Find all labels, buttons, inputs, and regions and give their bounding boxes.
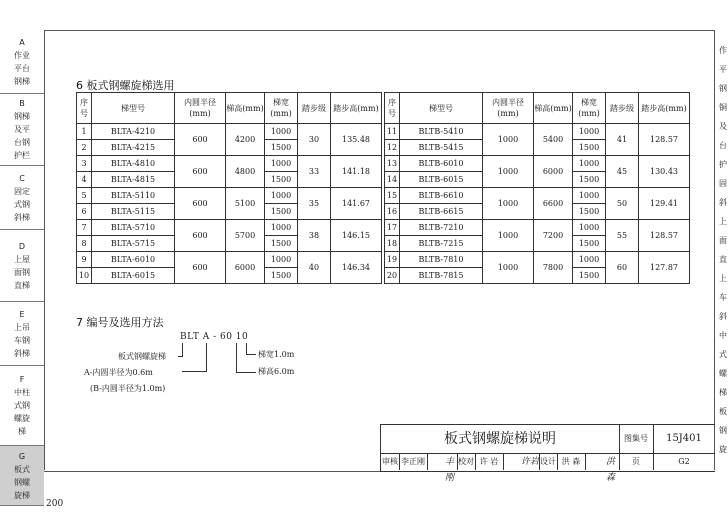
sidebar-chapter-g[interactable] — [0, 446, 44, 506]
steps-cell: 55 — [606, 220, 639, 252]
sidebar-chapter-a[interactable] — [0, 30, 44, 94]
sidebar-chapter-label: 上屋 — [14, 254, 30, 264]
step-height-cell: 129.41 — [639, 188, 690, 220]
row-no: 14 — [385, 172, 400, 188]
row-no: 5 — [77, 188, 92, 204]
model-cell: BLTB-6610 — [400, 188, 483, 204]
edge-glyph: 车 — [719, 293, 727, 302]
header-step-height: 踏步高(mm) — [331, 93, 382, 124]
model-cell: BLTA-5115 — [92, 204, 175, 220]
header-step-height-2: 踏步高(mm) — [639, 93, 690, 124]
drawing-title: 板式钢螺旋梯说明 — [381, 425, 620, 454]
row-no: 19 — [385, 252, 400, 268]
section7-title: 7 编号及选用方法 — [76, 316, 164, 329]
edge-glyph: 直 — [719, 255, 727, 264]
sidebar-chapter-c[interactable] — [0, 166, 44, 230]
model-cell: BLTB-6615 — [400, 204, 483, 220]
step-height-cell: 127.87 — [639, 252, 690, 284]
edge-glyph: 平 — [719, 65, 727, 74]
header-radius: 内圆半径(mm) — [175, 93, 226, 124]
sidebar-chapter-label: 式钢 — [14, 401, 30, 410]
sidebar-chapter-label: 作业 — [14, 50, 30, 60]
section6-title: 6 板式钢螺旋梯选用 — [76, 79, 175, 92]
row-no: 12 — [385, 140, 400, 156]
sidebar-chapter-label: 旋梯 — [14, 490, 30, 500]
chapter-sidebar — [0, 30, 45, 500]
height-cell: 6000 — [226, 252, 265, 284]
step-height-cell: 141.67 — [331, 188, 382, 220]
width-cell: 1000 — [265, 156, 298, 172]
row-no: 1 — [77, 124, 92, 140]
row-no: 18 — [385, 236, 400, 252]
selection-table — [76, 92, 690, 284]
row-no: 11 — [385, 124, 400, 140]
steps-cell: 41 — [606, 124, 639, 156]
sidebar-chapter-code: C — [19, 173, 25, 183]
table-row — [77, 204, 690, 220]
width-cell: 1000 — [265, 188, 298, 204]
sidebar-chapter-label: 梯 — [18, 427, 26, 436]
height-cell: 4800 — [226, 156, 265, 188]
sidebar-chapter-label: 台钢 — [14, 138, 30, 147]
code-example: BLT A - 60 10 — [180, 332, 249, 342]
leader-line — [178, 356, 183, 357]
steps-cell: 50 — [606, 188, 639, 220]
steps-cell: 30 — [298, 124, 331, 156]
row-no: 17 — [385, 220, 400, 236]
edge-glyph: 上 — [719, 217, 727, 226]
page-code: G2 — [678, 457, 690, 466]
width-cell: 1500 — [573, 268, 606, 284]
width-cell: 1000 — [573, 156, 606, 172]
width-cell: 1500 — [265, 236, 298, 252]
model-cell: BLTA-5110 — [92, 188, 175, 204]
edge-glyph: 斜 — [719, 312, 727, 321]
width-cell: 1500 — [265, 172, 298, 188]
label-width: 梯宽1.0m — [258, 350, 295, 359]
step-height-cell: 146.15 — [331, 220, 382, 252]
label-type: 板式钢螺旋梯 — [118, 352, 166, 361]
row-no: 8 — [77, 236, 92, 252]
model-cell: BLTB-7215 — [400, 236, 483, 252]
sidebar-chapter-label: 车钢 — [14, 335, 30, 345]
right-edge-strip — [714, 30, 728, 470]
step-height-cell: 128.57 — [639, 124, 690, 156]
width-cell: 1000 — [573, 220, 606, 236]
label-height: 梯高6.0m — [258, 367, 295, 376]
leader-line — [182, 343, 183, 357]
row-no: 10 — [77, 268, 92, 284]
sidebar-chapter-label: 斜梯 — [14, 212, 30, 222]
sidebar-chapter-label: 护栏 — [14, 151, 30, 160]
height-cell: 5400 — [534, 124, 573, 156]
edge-glyph: 台 — [719, 141, 727, 150]
header-steps: 踏步级 — [298, 93, 331, 124]
steps-cell: 60 — [606, 252, 639, 284]
step-height-cell: 146.34 — [331, 252, 382, 284]
review-signature: 丰刚 — [427, 454, 458, 470]
model-cell: BLTA-4810 — [92, 156, 175, 172]
table-row — [77, 124, 690, 140]
row-no: 15 — [385, 188, 400, 204]
radius-cell: 600 — [175, 220, 226, 252]
radius-cell: 1000 — [483, 252, 534, 284]
row-no: 20 — [385, 268, 400, 284]
radius-cell: 600 — [175, 156, 226, 188]
edge-glyph: 及 — [719, 122, 727, 131]
table-row — [77, 140, 690, 156]
row-no: 3 — [77, 156, 92, 172]
page-number: 200 — [46, 499, 64, 509]
model-cell: BLTA-6015 — [92, 268, 175, 284]
height-cell: 5700 — [226, 220, 265, 252]
steps-cell: 33 — [298, 156, 331, 188]
width-cell: 1500 — [265, 204, 298, 220]
header-height-2: 梯高(mm) — [534, 93, 573, 124]
steps-cell: 35 — [298, 188, 331, 220]
height-cell: 7800 — [534, 252, 573, 284]
sidebar-chapter-label: 平台 — [14, 63, 30, 73]
edge-glyph: 钢 — [719, 426, 727, 435]
model-cell: BLTB-6010 — [400, 156, 483, 172]
sidebar-chapter-code: F — [19, 375, 25, 384]
model-cell: BLTB-5415 — [400, 140, 483, 156]
sidebar-chapter-code: D — [18, 241, 26, 251]
radius-cell: 1000 — [483, 188, 534, 220]
leader-line — [182, 371, 207, 372]
sidebar-chapter-label: 斜梯 — [14, 348, 30, 358]
edge-glyph: 斜 — [719, 198, 727, 207]
label-radius-a: A-内圆半径为0.6m — [84, 368, 153, 377]
width-cell: 1500 — [265, 268, 298, 284]
step-height-cell: 130.43 — [639, 156, 690, 188]
radius-cell: 1000 — [483, 156, 534, 188]
edge-glyph: 旋 — [719, 445, 727, 454]
table-row — [77, 268, 690, 284]
step-height-cell: 141.18 — [331, 156, 382, 188]
header-no: 序号 — [77, 93, 92, 124]
review-label: 审核 — [381, 454, 400, 470]
sidebar-chapter-code: B — [19, 99, 25, 108]
table-row — [77, 188, 690, 204]
sidebar-chapter-label: 钢梯 — [14, 76, 30, 86]
width-cell: 1500 — [573, 172, 606, 188]
width-cell: 1500 — [265, 140, 298, 156]
sidebar-chapter-label: 上吊 — [14, 322, 30, 332]
leader-line — [206, 343, 207, 371]
design-label: 设计 — [539, 454, 558, 470]
model-cell: BLTA-4215 — [92, 140, 175, 156]
check-signature: 许岩 — [503, 454, 540, 470]
steps-cell: 38 — [298, 220, 331, 252]
row-no: 7 — [77, 220, 92, 236]
height-cell: 4200 — [226, 124, 265, 156]
review-name: 李正刚 — [399, 454, 428, 470]
row-no: 6 — [77, 204, 92, 220]
width-cell: 1500 — [573, 236, 606, 252]
width-cell: 1000 — [573, 188, 606, 204]
design-name: 洪 森 — [557, 454, 586, 470]
edge-glyph: 螺 — [719, 369, 727, 378]
edge-glyph: 固 — [719, 179, 727, 188]
title-block — [380, 424, 715, 483]
leader-line — [236, 372, 256, 373]
width-cell: 1000 — [573, 252, 606, 268]
sidebar-chapter-code: A — [19, 37, 25, 47]
sidebar-chapter-code: G — [18, 451, 26, 461]
height-cell: 6600 — [534, 188, 573, 220]
check-label: 校对 — [457, 454, 476, 470]
width-cell: 1000 — [265, 220, 298, 236]
design-signature: 洪森 — [585, 454, 620, 470]
edge-glyph: 铜 — [719, 103, 727, 112]
header-model: 梯型号 — [92, 93, 175, 124]
step-height-cell: 135.48 — [331, 124, 382, 156]
model-cell: BLTB-7810 — [400, 252, 483, 268]
sidebar-chapter-e[interactable] — [0, 302, 44, 366]
steps-cell: 45 — [606, 156, 639, 188]
model-cell: BLTA-5715 — [92, 236, 175, 252]
header-no-2: 序号 — [385, 93, 400, 124]
table-row — [77, 236, 690, 252]
sidebar-chapter-b[interactable] — [0, 94, 44, 166]
label-radius-b: (B-内圆半径为1.0m) — [90, 384, 166, 393]
model-cell: BLTB-7210 — [400, 220, 483, 236]
header-height: 梯高(mm) — [226, 93, 265, 124]
header-model-2: 梯型号 — [400, 93, 483, 124]
sidebar-chapter-label: 钢螺 — [14, 477, 30, 487]
sidebar-chapter-label: 螺旋 — [14, 414, 30, 423]
sidebar-chapter-f[interactable] — [0, 366, 44, 446]
edge-glyph: 上 — [719, 274, 727, 283]
model-cell: BLTA-4815 — [92, 172, 175, 188]
edge-glyph: 作 — [719, 46, 727, 55]
radius-cell: 1000 — [483, 220, 534, 252]
header-width-2: 梯宽(mm) — [573, 93, 606, 124]
steps-cell: 40 — [298, 252, 331, 284]
sidebar-chapter-label: 面钢 — [14, 267, 30, 277]
model-cell: BLTA-6010 — [92, 252, 175, 268]
table-row — [77, 156, 690, 172]
row-no: 9 — [77, 252, 92, 268]
sidebar-chapter-d[interactable] — [0, 230, 44, 302]
width-cell: 1500 — [573, 204, 606, 220]
edge-glyph: 中 — [719, 331, 727, 340]
model-cell: BLTA-4210 — [92, 124, 175, 140]
edge-glyph: 梯 — [719, 388, 727, 397]
radius-cell: 600 — [175, 124, 226, 156]
leader-line — [236, 343, 237, 373]
sidebar-chapter-label: 直梯 — [14, 280, 30, 290]
model-cell: BLTB-7815 — [400, 268, 483, 284]
sidebar-chapter-label: 板式 — [14, 464, 30, 474]
height-cell: 7200 — [534, 220, 573, 252]
radius-cell: 600 — [175, 188, 226, 220]
radius-cell: 600 — [175, 252, 226, 284]
model-cell: BLTB-6015 — [400, 172, 483, 188]
height-cell: 5100 — [226, 188, 265, 220]
model-cell: BLTB-5410 — [400, 124, 483, 140]
sidebar-chapter-label: 固定 — [14, 186, 30, 196]
sidebar-chapter-label: 及平 — [14, 125, 30, 134]
step-height-cell: 128.57 — [639, 220, 690, 252]
sidebar-chapter-label: 中柱 — [14, 388, 30, 397]
radius-cell: 1000 — [483, 124, 534, 156]
sidebar-chapter-label: 钢梯 — [14, 112, 30, 121]
check-name: 许 岩 — [475, 454, 504, 470]
row-no: 16 — [385, 204, 400, 220]
row-no: 4 — [77, 172, 92, 188]
edge-glyph: 面 — [719, 236, 727, 245]
table-row — [77, 172, 690, 188]
header-width: 梯宽(mm) — [265, 93, 298, 124]
row-no: 13 — [385, 156, 400, 172]
edge-glyph: 钢 — [719, 84, 727, 93]
atlas-number: 15J401 — [653, 425, 715, 454]
sidebar-chapter-label: 式钢 — [14, 199, 30, 209]
width-cell: 1000 — [265, 124, 298, 140]
atlas-label: 图集号 — [619, 425, 654, 454]
width-cell: 1000 — [573, 124, 606, 140]
row-no: 2 — [77, 140, 92, 156]
height-cell: 6000 — [534, 156, 573, 188]
edge-glyph: 板 — [719, 407, 727, 416]
header-steps-2: 踏步级 — [606, 93, 639, 124]
table-row — [77, 220, 690, 236]
table-header-row — [77, 93, 690, 124]
edge-glyph: 式 — [719, 350, 727, 359]
edge-glyph: 护 — [719, 160, 727, 169]
table-row — [77, 252, 690, 268]
model-cell: BLTA-5710 — [92, 220, 175, 236]
width-cell: 1000 — [265, 252, 298, 268]
sidebar-chapter-code: E — [19, 309, 25, 319]
page-label: 页 — [619, 454, 654, 470]
header-radius-2: 内圆半径(mm) — [483, 93, 534, 124]
leader-line — [246, 354, 256, 355]
width-cell: 1500 — [573, 140, 606, 156]
